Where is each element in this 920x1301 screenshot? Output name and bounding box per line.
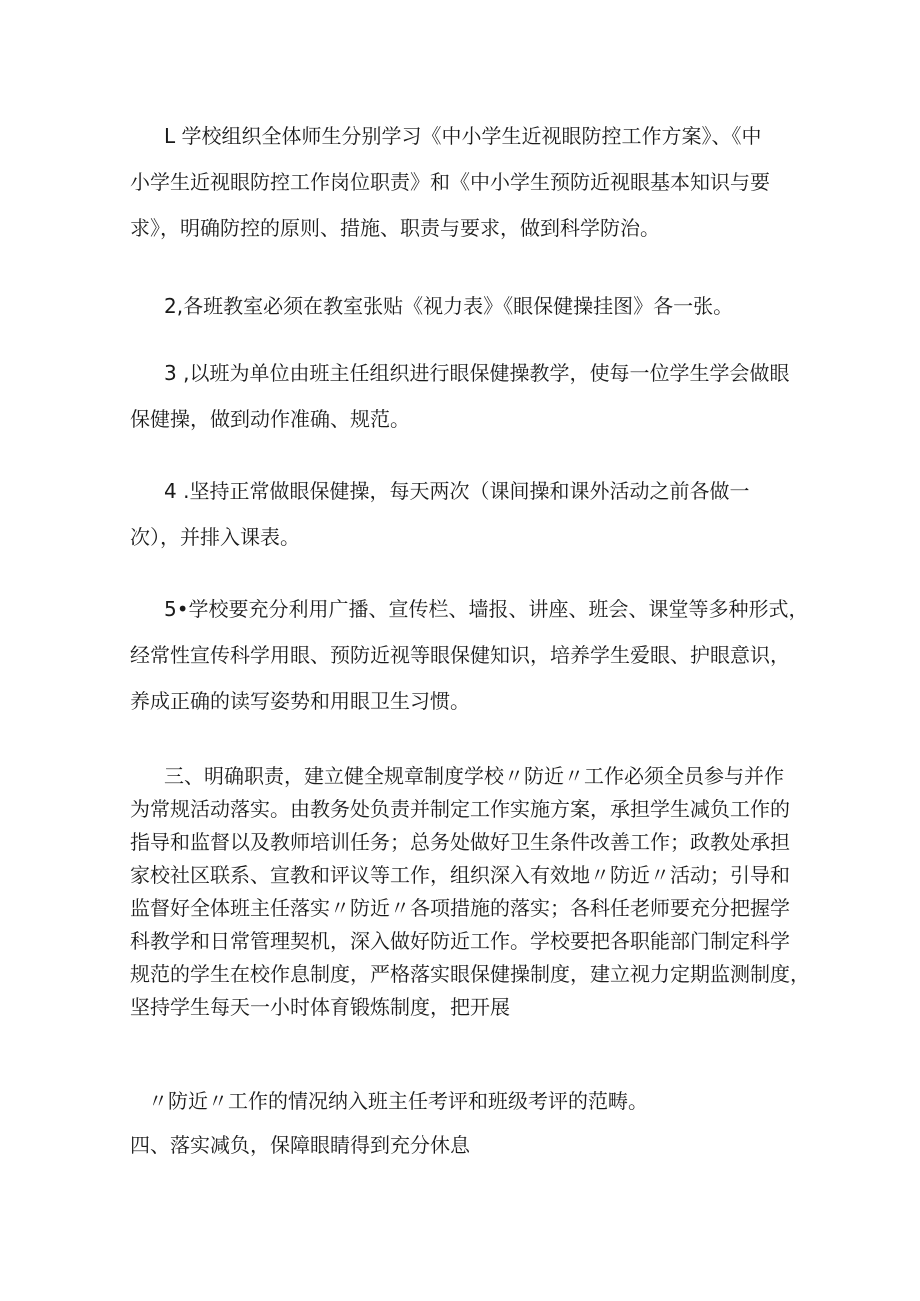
list-item-5: [130, 586, 810, 724]
text-line: 监督好全体班主任落实〃防近〃各项措施的落实；各科任老师要充分把握学: [130, 896, 790, 920]
section-4-heading: [130, 1122, 810, 1168]
text-line: 规范的学生在校作息制度，严格落实眼保健操制度，建立视力定期监测制度，: [130, 962, 810, 986]
heading-text: 四、落实减负，保障眼睛得到充分休息: [130, 1133, 470, 1157]
list-item-2: [130, 283, 810, 329]
text-line: 养成正确的读写姿势和用眼卫生习惯。: [130, 689, 470, 713]
section-3-tail: [148, 1078, 828, 1124]
list-item-4: [130, 468, 810, 560]
text-line: 3 ,以班为单位由班主任组织进行眼保健操教学，使每一位学生学会做眼: [164, 361, 790, 385]
text-line: 求》，明确防控的原则、措施、职责与要求，做到科学防治。: [130, 216, 660, 240]
text-line: 2,各班教室必须在教室张贴《视力表》《眼保健操挂图》各一张。: [164, 294, 734, 318]
section-3-paragraph: [130, 760, 810, 1024]
text-line: 为常规活动落实。由教务处负责并制定工作实施方案，承担学生减负工作的: [130, 797, 790, 821]
text-line: 科教学和日常管理契机，深入做好防近工作。学校要把各职能部门制定科学: [130, 929, 790, 953]
text-line: 坚持学生每天一小时体育锻炼制度，把开展: [130, 995, 510, 1019]
list-item-1: [130, 113, 810, 251]
text-line: 〃防近〃工作的情况纳入班主任考评和班级考评的范畴。: [148, 1089, 648, 1113]
text-line: 次），并排入课表。: [130, 525, 300, 549]
text-line: 家校社区联系、宣教和评议等工作，组织深入有效地〃防近〃活动；引导和: [130, 863, 790, 887]
text-line: 指导和监督以及教师培训任务；总务处做好卫生条件改善工作；政教处承担: [130, 830, 790, 854]
text-line: 小学生近视眼防控工作岗位职责》和《中小学生预防近视眼基本知识与要: [130, 170, 770, 194]
text-line: 三、明确职责，建立健全规章制度学校〃防近〃工作必须全员参与并作: [164, 764, 784, 788]
text-line: L 学校组织全体师生分别学习《中小学生近视眼防控工作方案》、《中: [164, 124, 762, 148]
text-line: 经常性宣传科学用眼、预防近视等眼保健知识，培养学生爱眼、护眼意识，: [130, 643, 790, 667]
text-line: 4 .坚持正常做眼保健操，每天两次（课间操和课外活动之前各做一: [164, 479, 750, 503]
text-line: 5•学校要充分利用广播、宣传栏、墙报、讲座、班会、课堂等多种形式，: [164, 597, 809, 621]
text-line: 保健操，做到动作准确、规范。: [130, 407, 410, 431]
list-item-3: [130, 350, 810, 442]
